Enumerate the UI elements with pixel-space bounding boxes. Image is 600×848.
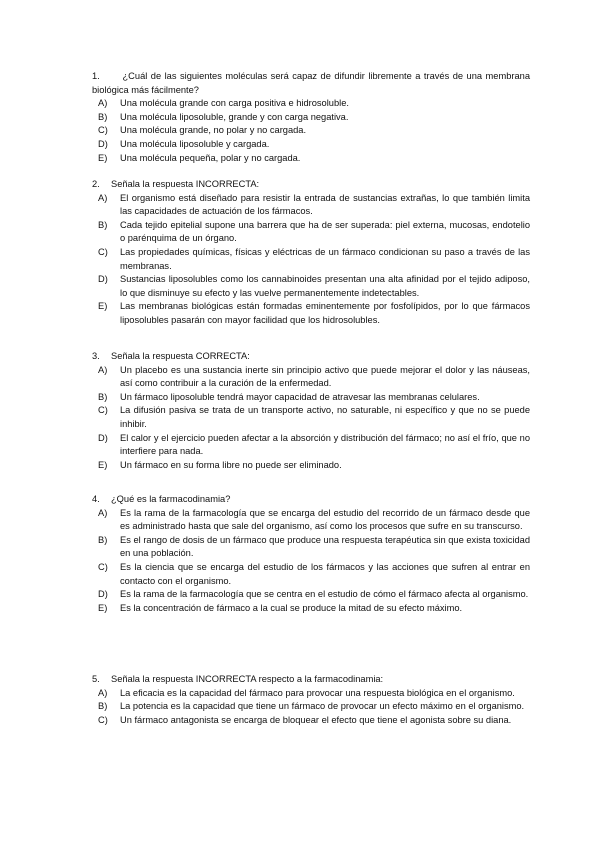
option-e: [98, 300, 530, 327]
question-text: ¿Cuál de las siguientes moléculas será capaz de difundir libremente a través de una membrana biológica más fácilmente?: [92, 71, 530, 95]
option-a: [98, 97, 530, 111]
option-e: [98, 602, 530, 616]
option-label: E): [98, 152, 108, 163]
option-label: E): [98, 301, 108, 312]
option-text: Es la rama de la farmacología que se centra en el estudio de cómo el fármaco afecta al organismo.: [120, 589, 529, 600]
option-b: [98, 700, 530, 714]
option-b: [98, 534, 530, 561]
question-2: [92, 178, 530, 328]
option-label: C): [98, 246, 108, 257]
question-number: 3.: [92, 351, 100, 361]
question-number: 2.: [92, 179, 100, 189]
options-list: [92, 687, 530, 728]
option-label: B): [98, 701, 108, 712]
options-list: [92, 97, 530, 165]
option-label: B): [98, 219, 108, 230]
option-a: [98, 192, 530, 219]
option-label: A): [98, 687, 108, 698]
option-d: [98, 273, 530, 300]
option-text: Un fármaco antagonista se encarga de bloquear el efecto que tiene el agonista sobre su diana.: [120, 714, 512, 725]
option-c: [98, 714, 530, 728]
question-text: ¿Qué es la farmacodinamia?: [111, 494, 231, 504]
option-text: Es el rango de dosis de un fármaco que produce una respuesta terapéutica sin que exista toxicidad en una población.: [120, 534, 530, 559]
option-label: A): [98, 192, 108, 203]
option-text: Cada tejido epitelial supone una barrera que ha de ser superada: piel externa, mucosas, endotelio o parénquima de un órgano.: [120, 219, 530, 244]
options-list: [92, 507, 530, 616]
option-text: La eficacia es la capacidad del fármaco para provocar una respuesta biológica en el organismo.: [120, 687, 515, 698]
question-text: Señala la respuesta INCORRECTA respecto a la farmacodinamia:: [111, 674, 384, 684]
option-label: B): [98, 391, 108, 402]
question-4: [92, 493, 530, 615]
option-b: [98, 111, 530, 125]
option-c: [98, 404, 530, 431]
option-d: [98, 588, 530, 602]
option-c: [98, 561, 530, 588]
option-label: C): [98, 405, 108, 416]
option-label: D): [98, 432, 108, 443]
option-text: Una molécula liposoluble, grande y con carga negativa.: [120, 111, 349, 122]
option-d: [98, 432, 530, 459]
option-d: [98, 138, 530, 152]
option-label: D): [98, 138, 108, 149]
option-c: [98, 246, 530, 273]
option-b: [98, 391, 530, 405]
question-number: 4.: [92, 494, 100, 504]
option-label: A): [98, 364, 108, 375]
option-a: [98, 364, 530, 391]
option-text: Una molécula pequeña, polar y no cargada.: [120, 152, 301, 163]
question-text: Señala la respuesta INCORRECTA:: [111, 179, 260, 189]
question-number: 1.: [92, 71, 100, 81]
question-stem: [92, 350, 530, 364]
question-stem: [92, 673, 530, 687]
option-text: Es la ciencia que se encarga del estudio de los fármacos y las acciones que sufren al entrar en contacto con el organismo.: [120, 561, 530, 586]
question-stem: [92, 178, 530, 192]
option-label: D): [98, 274, 108, 285]
option-text: La difusión pasiva se trata de un transporte activo, no saturable, ni específico y que no se puede inhibir.: [120, 405, 530, 429]
option-text: Una molécula liposoluble y cargada.: [120, 138, 270, 149]
option-label: E): [98, 602, 108, 613]
option-text: Es la concentración de fármaco a la cual se produce la mitad de su efecto máximo.: [120, 602, 463, 613]
option-label: C): [98, 714, 108, 725]
option-text: Una molécula grande, no polar y no cargada.: [120, 125, 307, 136]
option-b: [98, 219, 530, 246]
option-text: Un fármaco en su forma libre no puede ser eliminado.: [120, 459, 342, 470]
option-c: [98, 124, 530, 138]
question-stem: [92, 493, 530, 507]
option-e: [98, 459, 530, 473]
option-label: A): [98, 507, 108, 518]
option-label: D): [98, 589, 108, 600]
option-label: C): [98, 561, 108, 572]
options-list: [92, 364, 530, 473]
question-5: [92, 673, 530, 727]
question-3: [92, 350, 530, 472]
option-text: Sustancias liposolubles como los cannabinoides presentan una alta afinidad por el tejido adiposo, lo que disminuye su efecto y las vuelve permanentemente indetectables.: [120, 274, 530, 298]
option-text: La potencia es la capacidad que tiene un fármaco de provocar un efecto máximo en el organismo.: [120, 701, 525, 712]
option-label: E): [98, 459, 108, 470]
option-a: [98, 507, 530, 534]
option-text: Un fármaco liposoluble tendrá mayor capacidad de atravesar las membranas celulares.: [120, 391, 480, 402]
option-text: El calor y el ejercicio pueden afectar a la absorción y distribución del fármaco; no así el frío, que no interfiere para nada.: [120, 432, 530, 457]
question-1: [92, 70, 530, 165]
option-text: Una molécula grande con carga positiva e hidrosoluble.: [120, 98, 349, 109]
option-a: [98, 687, 530, 701]
option-text: Un placebo es una sustancia inerte sin principio activo que puede mejorar el dolor y las náuseas, así como contribuir a la curación de la enfermedad.: [120, 364, 530, 389]
option-text: Las propiedades químicas, físicas y eléctricas de un fármaco condicionan su paso a través de las membranas.: [120, 246, 530, 271]
question-stem: [92, 70, 530, 97]
option-label: B): [98, 534, 108, 545]
option-label: B): [98, 111, 108, 122]
option-text: El organismo está diseñado para resistir la entrada de sustancias extrañas, lo que también limita las capacidades de actuación de los fármacos.: [120, 192, 530, 217]
option-label: A): [98, 98, 108, 109]
option-label: C): [98, 125, 108, 136]
question-number: 5.: [92, 674, 100, 684]
options-list: [92, 192, 530, 328]
option-text: Las membranas biológicas están formadas eminentemente por fosfolípidos, por lo que fármacos liposolubles pasarán con mayor facilidad que los hidrosolubles.: [120, 301, 530, 325]
option-text: Es la rama de la farmacología que se encarga del estudio del recorrido de un fármaco desde que es administrado hasta que sale del organismo, así como los procesos que sufre en su transcurso.: [120, 507, 530, 532]
question-text: Señala la respuesta CORRECTA:: [111, 351, 250, 361]
option-e: [98, 152, 530, 166]
